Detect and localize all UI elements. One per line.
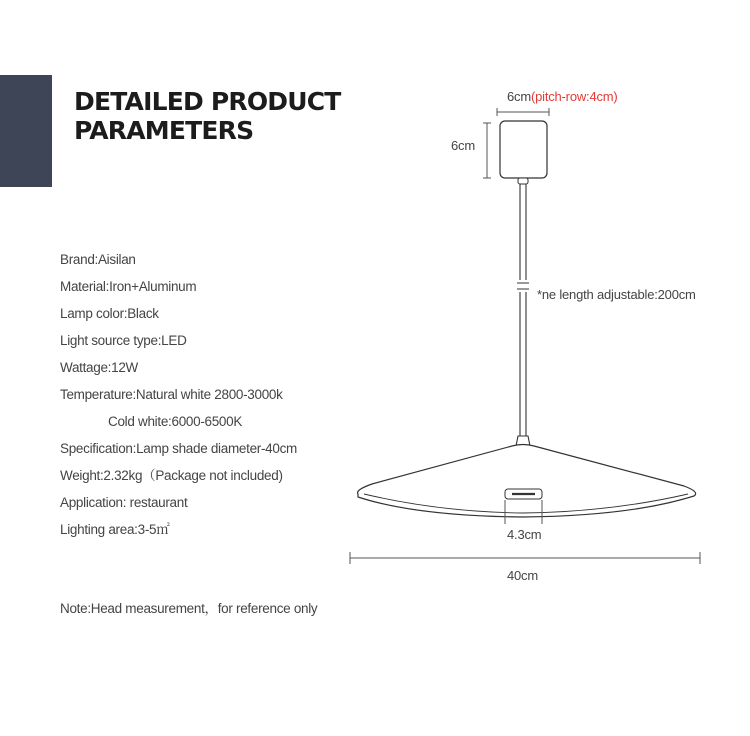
measurement-note: Note:Head measurement，for reference only [60,601,318,616]
shade-width-label: 40cm [507,568,538,583]
canopy-connector [518,178,528,184]
canopy-height-label: 6cm [451,138,475,153]
spec-application: Application: restaurant [60,495,188,510]
spec-wattage: Wattage:12W [60,360,138,375]
spec-lighting-area: Lighting area:3-5㎡ [60,522,170,537]
title-line-1: DETAILED PRODUCT [74,87,341,116]
spec-brand: Brand:Aisilan [60,252,136,267]
canopy-width-value: 6cm [507,89,531,104]
canopy-shape [500,121,547,178]
spec-material: Material:Iron+Aluminum [60,279,197,294]
canopy-width-dimension-line [497,108,549,116]
canopy-pitch-value: (pitch-row:4cm) [530,89,618,104]
lamp-shade [358,445,696,518]
spec-weight: Weight:2.32kg（Package not included) [60,468,283,483]
canopy-height-dimension-line [483,123,491,178]
title-line-2: PARAMETERS [74,116,254,145]
shade-width-dimension-line [350,552,700,564]
spec-lamp-color: Lamp color:Black [60,306,159,321]
spec-light-source: Light source type:LED [60,333,187,348]
line-length-label: *ne length adjustable:200cm [537,287,696,302]
spec-temperature: Temperature:Natural white 2800-3000k [60,387,283,402]
spec-specification: Specification:Lamp shade diameter-40cm [60,441,297,456]
spec-temperature-cold: Cold white:6000-6500K [108,414,243,429]
socket-width-label: 4.3cm [507,527,542,542]
canopy-width-label [507,89,618,104]
